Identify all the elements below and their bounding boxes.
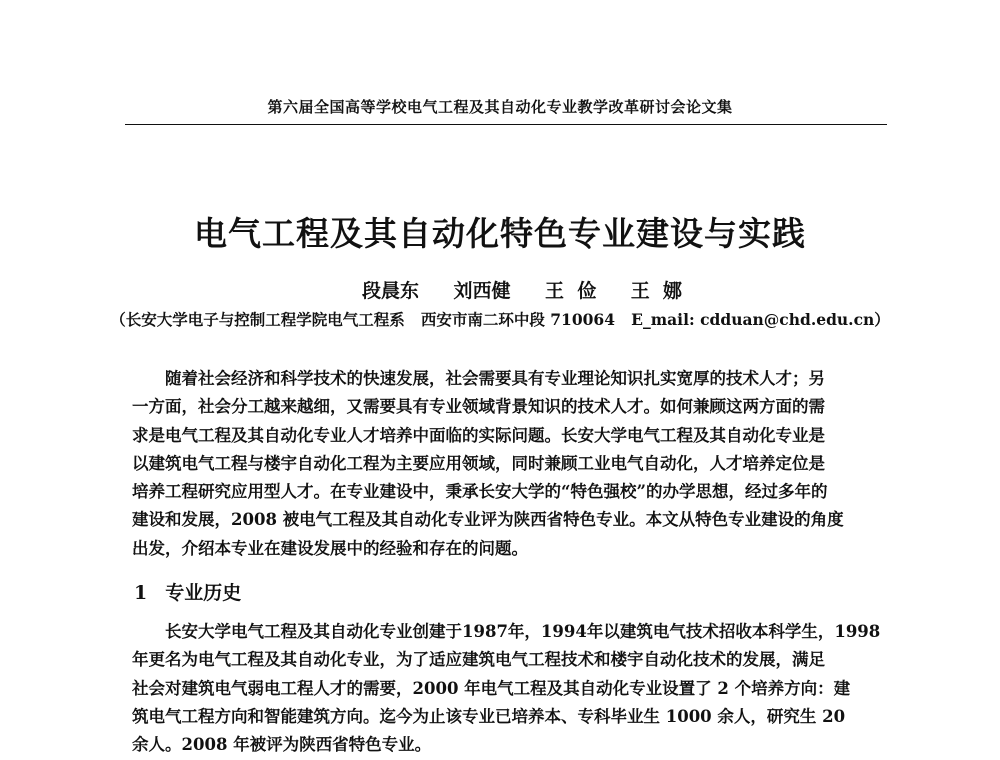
text-line: 社会对建筑电气弱电工程人才的需要，2000 年电气工程及其自动化专业设置了 2 个培养方向：建 — [132, 678, 851, 698]
author-name: 王 俭 — [545, 280, 597, 302]
section-heading — [134, 578, 241, 605]
text-line: 余人。2008 年被评为陕西省特色专业。 — [132, 735, 432, 755]
text-line: 长安大学电气工程及其自动化专业创建于1987年，1994年以建筑电气技术招收本科学生，1998 — [165, 622, 881, 641]
text-line: 随着社会经济和科学技术的快速发展，社会需要具有专业理论知识扎实宽厚的技术人才；另 — [165, 369, 825, 388]
text-line: 培养工程研究应用型人才。在专业建设中，秉承长安大学的“特色强校”的办学思想，经过多年的 — [132, 482, 828, 502]
paper-title: 电气工程及其自动化特色专业建设与实践 — [194, 214, 806, 253]
section-number: 1 — [134, 582, 148, 604]
author-affiliation: （长安大学电子与控制工程学院电气工程系 西安市南二环中段 710064 E_mail: cdduan@chd.edu.cn） — [110, 310, 890, 329]
text-line: 求是电气工程及其自动化专业人才培养中面临的实际问题。长安大学电气工程及其自动化专业是 — [132, 425, 825, 445]
text-line: 筑电气工程方向和智能建筑方向。迄今为止该专业已培养本、专科毕业生 1000 余人，研究生 20 — [132, 706, 846, 726]
running-header: 第六届全国高等学校电气工程及其自动化专业教学改革研讨会论文集 — [267, 98, 733, 116]
intro-paragraph — [132, 365, 887, 563]
author-name: 段晨东 — [362, 280, 420, 302]
text-line: 建设和发展，2008 被电气工程及其自动化专业评为陕西省特色专业。本文从特色专业建设的角度 — [132, 510, 844, 530]
header-rule — [125, 124, 887, 125]
author-list — [362, 276, 682, 303]
text-line: 以建筑电气工程与楼宇自动化工程为主要应用领域，同时兼顾工业电气自动化，人才培养定位是 — [132, 453, 825, 473]
text-line: 出发，介绍本专业在建设发展中的经验和存在的问题。 — [132, 538, 528, 558]
author-name: 刘西健 — [453, 280, 511, 302]
text-line: 一方面，社会分工越来越细，又需要具有专业领域背景知识的技术人才。如何兼顾这两方面的需 — [132, 397, 825, 417]
text-line: 年更名为电气工程及其自动化专业，为了适应建筑电气工程技术和楼宇自动化技术的发展，满足 — [132, 650, 825, 670]
section-title: 专业历史 — [165, 582, 242, 604]
history-paragraph — [132, 618, 887, 759]
author-name: 王 娜 — [630, 280, 682, 302]
